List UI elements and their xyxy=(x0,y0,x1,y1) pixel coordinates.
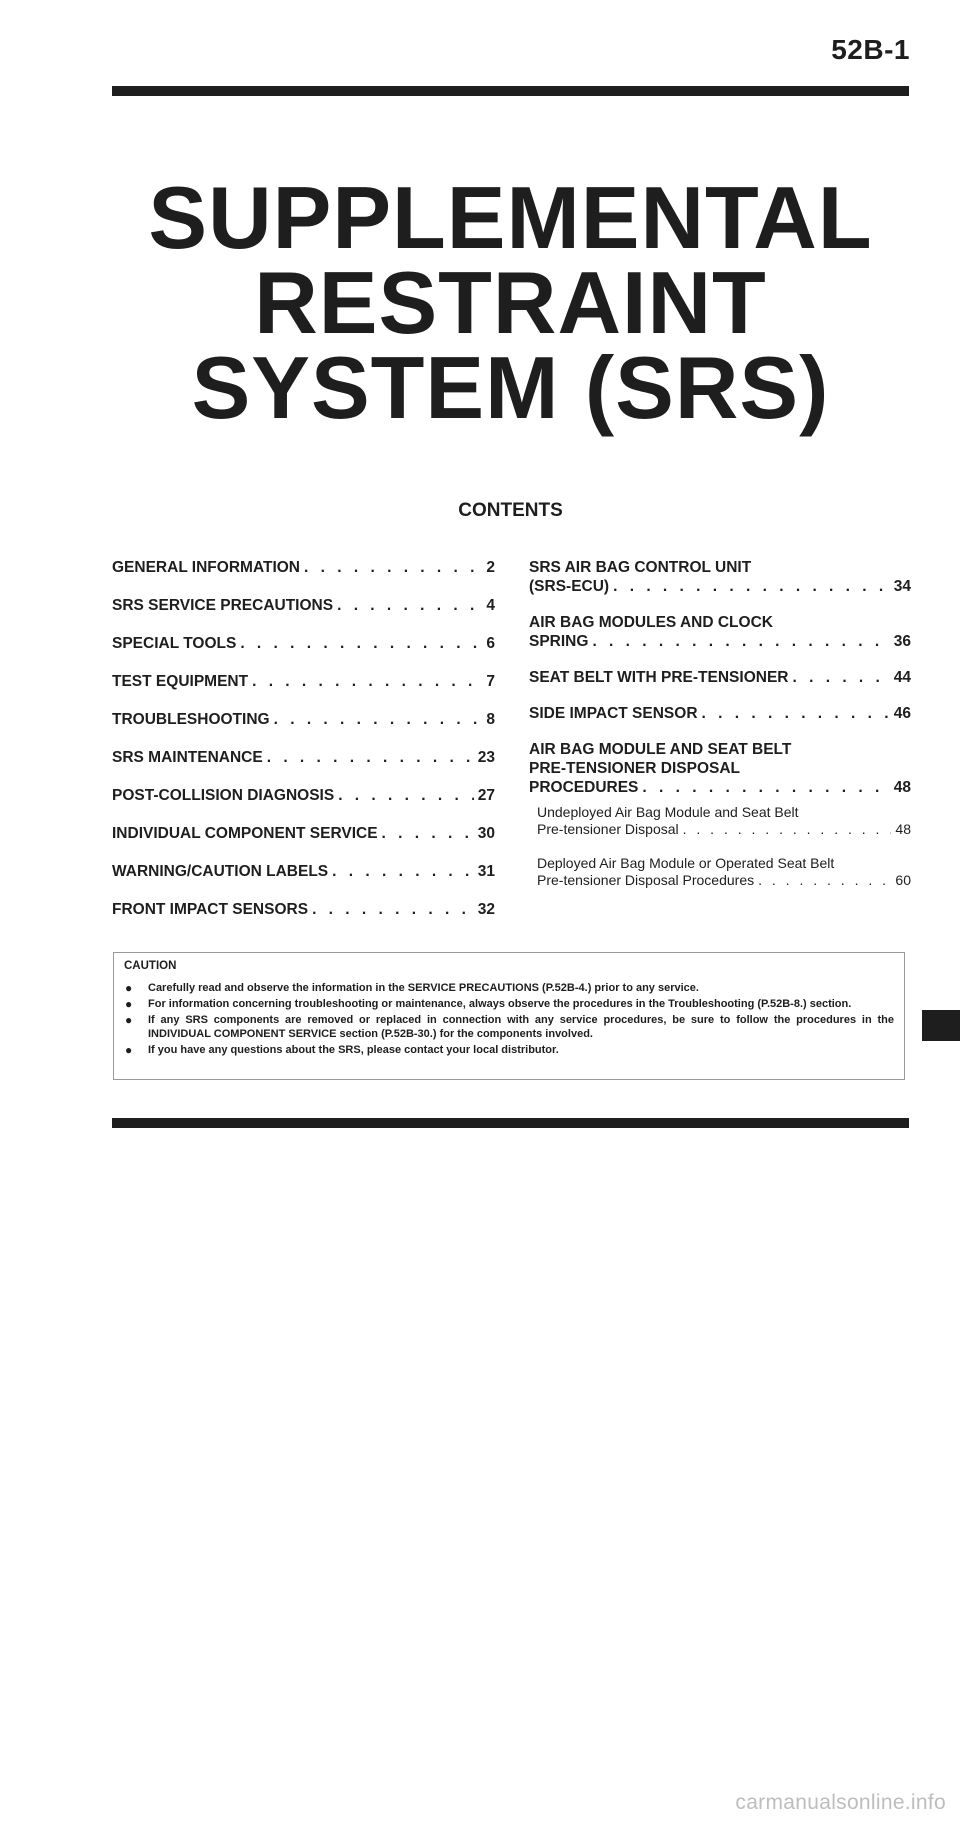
toc-page-number: 32 xyxy=(477,901,495,918)
toc-entry-text: TEST EQUIPMENT xyxy=(112,673,249,690)
toc-entry[interactable] xyxy=(112,786,495,805)
caution-item-text: Carefully read and observe the information in the SERVICE PRECAUTIONS (P.52B-4.) prior to any service. xyxy=(148,982,699,994)
toc-entry[interactable] xyxy=(529,668,911,687)
toc-leader-dots xyxy=(613,577,890,596)
toc-entry-row xyxy=(529,704,911,723)
toc-entry-text: SRS MAINTENANCE xyxy=(112,749,263,766)
toc-leader-dots xyxy=(382,824,474,843)
toc-right-column xyxy=(529,558,911,906)
caution-label: CAUTION xyxy=(124,960,177,972)
toc-page-number: 44 xyxy=(893,669,911,686)
toc-entry-row xyxy=(529,668,911,687)
caution-item-text: For information concerning troubleshooting or maintenance, always observe the procedures in the Troubleshooting (P.52B-8.) section. xyxy=(148,998,852,1010)
toc-entry-row xyxy=(112,900,495,919)
toc-entry-text: POST-COLLISION DIAGNOSIS xyxy=(112,787,335,804)
toc-entry-row xyxy=(112,862,495,881)
toc-page-number: 48 xyxy=(893,779,911,796)
caution-item xyxy=(124,1013,894,1041)
toc-entry-text: (SRS-ECU) xyxy=(529,578,610,595)
toc-leader-dots xyxy=(592,632,889,651)
toc-entry-row xyxy=(112,824,495,843)
toc-entry[interactable] xyxy=(112,862,495,881)
toc-entry-text: AIR BAG MODULE AND SEAT BELT xyxy=(529,741,792,758)
toc-entry-text: WARNING/CAUTION LABELS xyxy=(112,863,329,880)
toc-entry-text: FRONT IMPACT SENSORS xyxy=(112,901,309,918)
toc-leader-dots xyxy=(683,821,892,838)
toc-entry-text: PROCEDURES xyxy=(529,779,639,796)
contents-heading: CONTENTS xyxy=(458,500,563,521)
toc-leader-dots xyxy=(642,778,889,797)
toc-entry-text: INDIVIDUAL COMPONENT SERVICE xyxy=(112,825,378,842)
toc-entry[interactable] xyxy=(112,748,495,767)
watermark: carmanualsonline.info xyxy=(735,1791,946,1814)
toc-entry-text: SPRING xyxy=(529,633,589,650)
title-line: SYSTEM (SRS) xyxy=(191,338,830,437)
toc-entry[interactable] xyxy=(112,558,495,577)
toc-entry-text: SEAT BELT WITH PRE-TENSIONER xyxy=(529,669,789,686)
toc-page-number: 8 xyxy=(486,711,495,728)
toc-page-number: 30 xyxy=(477,825,495,842)
toc-entry-row xyxy=(112,672,495,691)
toc-page-number: 34 xyxy=(893,578,911,595)
toc-entry[interactable] xyxy=(112,824,495,843)
toc-leader-dots xyxy=(304,558,482,577)
toc-entry-text: SIDE IMPACT SENSOR xyxy=(529,705,698,722)
toc-entry-text: SPECIAL TOOLS xyxy=(112,635,237,652)
toc-entry-text: TROUBLESHOOTING xyxy=(112,711,270,728)
toc-page-number: 46 xyxy=(893,705,911,722)
toc-entry-text: Deployed Air Bag Module or Operated Seat Belt xyxy=(537,855,835,871)
caution-item-text: If you have any questions about the SRS, please contact your local distributor. xyxy=(148,1044,559,1056)
caution-item xyxy=(124,997,894,1011)
bullet-icon: ● xyxy=(125,1013,133,1027)
page-title xyxy=(112,168,909,437)
toc-leader-dots xyxy=(758,872,891,889)
toc-entry-text: Pre-tensioner Disposal xyxy=(537,821,679,837)
toc-entry[interactable] xyxy=(529,704,911,723)
toc-entry-row xyxy=(537,872,911,889)
toc-entry[interactable] xyxy=(112,900,495,919)
toc-entry-text: GENERAL INFORMATION xyxy=(112,559,301,576)
toc-entry-text: SRS AIR BAG CONTROL UNIT xyxy=(529,559,752,576)
toc-entry-row xyxy=(529,778,911,797)
bullet-icon: ● xyxy=(125,997,133,1011)
toc-page-number: 31 xyxy=(477,863,495,880)
page-number: 52B-1 xyxy=(831,34,910,65)
toc-entry-row xyxy=(537,821,911,838)
toc-entry[interactable] xyxy=(529,558,911,596)
caution-list xyxy=(124,981,894,1057)
toc-entry[interactable] xyxy=(112,634,495,653)
bullet-icon: ● xyxy=(125,1043,133,1057)
toc-entry-text: SRS SERVICE PRECAUTIONS xyxy=(112,597,334,614)
toc-entry-row xyxy=(112,634,495,653)
toc-entry-row xyxy=(112,710,495,729)
toc-page-number: 2 xyxy=(486,559,495,576)
caution-item-text: If any SRS components are removed or replaced in connection with any service procedures, be sure to follow the procedures in the INDIVIDUAL COMPONENT SERVICE section (P.52B-30.) for the components involved. xyxy=(148,1014,894,1040)
bottom-rule xyxy=(112,1118,909,1128)
toc-entry[interactable] xyxy=(112,672,495,691)
toc-entry-text: Undeployed Air Bag Module and Seat Belt xyxy=(537,804,799,820)
toc-leader-dots xyxy=(332,862,474,881)
toc-entry-row xyxy=(529,577,911,596)
toc-entry[interactable] xyxy=(529,613,911,651)
toc-entry-text: PRE-TENSIONER DISPOSAL xyxy=(529,760,740,777)
toc-entry-row xyxy=(112,748,495,767)
bullet-icon: ● xyxy=(125,981,133,995)
toc-page-number: 7 xyxy=(486,673,495,690)
toc-entry[interactable] xyxy=(529,740,911,797)
toc-leader-dots xyxy=(240,634,482,653)
caution-item xyxy=(124,981,894,995)
toc-entry-row xyxy=(112,558,495,577)
toc-sub-entry[interactable] xyxy=(537,855,911,889)
toc-page-number: 4 xyxy=(486,597,495,614)
toc-entry[interactable] xyxy=(112,710,495,729)
toc-entry[interactable] xyxy=(112,596,495,615)
toc-page-number: 36 xyxy=(893,633,911,650)
caution-item xyxy=(124,1043,894,1057)
top-rule xyxy=(112,86,909,96)
toc-leader-dots xyxy=(337,596,482,615)
toc-entry-text: AIR BAG MODULES AND CLOCK xyxy=(529,614,773,631)
toc-entry-text: Pre-tensioner Disposal Procedures xyxy=(537,872,755,888)
title-line: RESTRAINT xyxy=(254,253,767,352)
toc-leader-dots xyxy=(274,710,483,729)
toc-leader-dots xyxy=(792,668,889,687)
toc-page-number: 23 xyxy=(477,749,495,766)
title-line: SUPPLEMENTAL xyxy=(148,168,873,267)
toc-leader-dots xyxy=(267,748,474,767)
toc-left-column xyxy=(112,558,495,938)
caution-box xyxy=(113,952,905,1080)
toc-page-number: 6 xyxy=(486,635,495,652)
toc-entry-row xyxy=(112,596,495,615)
toc-leader-dots xyxy=(338,786,474,805)
toc-entry-row xyxy=(112,786,495,805)
toc-page-number: 27 xyxy=(477,787,495,804)
toc-leader-dots xyxy=(702,704,890,723)
toc-entry-row xyxy=(529,632,911,651)
section-edge-tab xyxy=(922,1010,960,1041)
toc-page-number: 48 xyxy=(895,821,911,837)
toc-page-number: 60 xyxy=(895,872,911,888)
toc-sub-entry[interactable] xyxy=(537,804,911,838)
toc-leader-dots xyxy=(312,900,474,919)
toc-leader-dots xyxy=(252,672,482,691)
